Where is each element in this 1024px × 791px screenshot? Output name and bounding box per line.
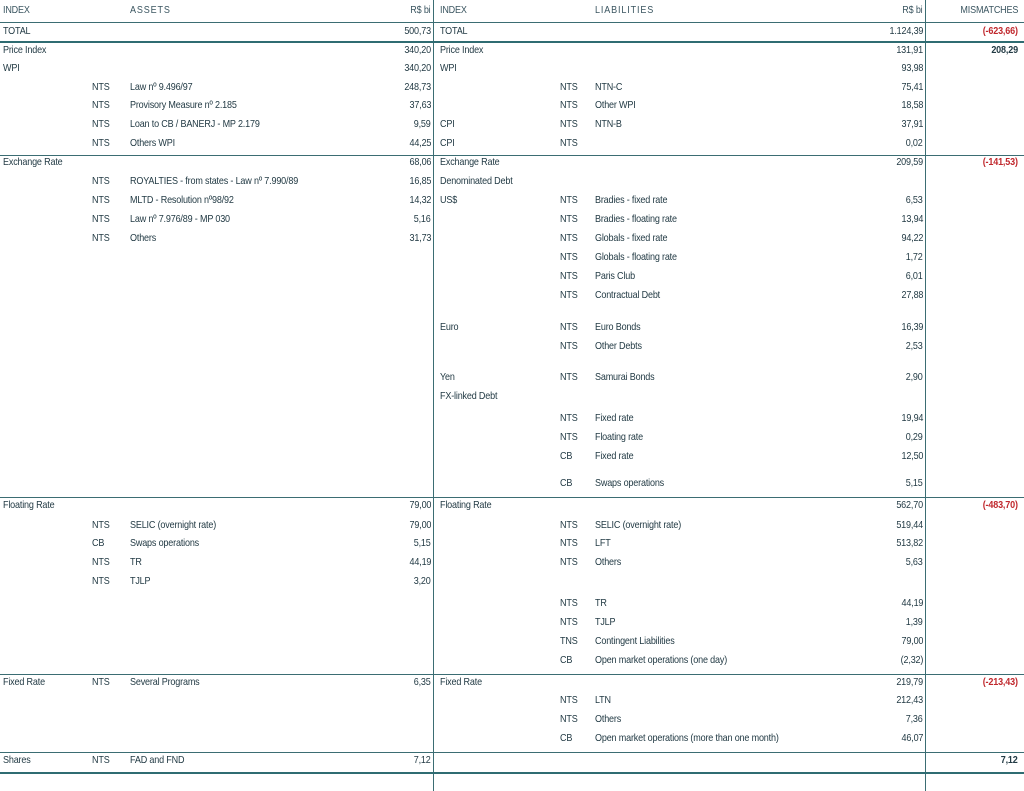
cell-l-src: NTS xyxy=(560,431,578,443)
cell-l-src: NTS xyxy=(560,232,578,244)
cell-l-src: TNS xyxy=(560,635,578,647)
cell-l-val: 19,94 xyxy=(901,412,923,424)
cell-l-idx: TOTAL xyxy=(440,25,468,37)
cell-a-name: Others WPI xyxy=(130,137,175,149)
cell-l-val: 6,53 xyxy=(906,194,923,206)
cell-l-val: 212,43 xyxy=(896,694,923,706)
cell-a-src: NTS xyxy=(92,754,110,766)
cell-a-idx: Fixed Rate xyxy=(3,676,45,688)
cell-a-name: TJLP xyxy=(130,575,151,587)
cell-a-idx: Floating Rate xyxy=(3,499,55,511)
cell-l-src: CB xyxy=(560,654,573,666)
cell-l-src: NTS xyxy=(560,137,578,149)
cell-mis: 208,29 xyxy=(991,44,1018,56)
cell-a-idx: TOTAL xyxy=(3,25,31,37)
cell-a-name: FAD and FND xyxy=(130,754,185,766)
cell-l-val: 93,98 xyxy=(901,62,923,74)
cell-l-name: Fixed rate xyxy=(595,450,634,462)
header-rule xyxy=(0,22,1024,23)
section-rule-fixed xyxy=(0,674,1024,675)
cell-l-val: (2,32) xyxy=(900,654,923,666)
cell-a-val: 44,19 xyxy=(409,556,431,568)
cell-l-src: NTS xyxy=(560,289,578,301)
cell-l-name: TJLP xyxy=(595,616,616,628)
cell-a-val: 6,35 xyxy=(414,676,431,688)
cell-l-name: Contingent Liabilities xyxy=(595,635,675,647)
cell-l-idx: Euro xyxy=(440,321,459,333)
cell-l-src: CB xyxy=(560,732,573,744)
cell-l-name: Others xyxy=(595,556,622,568)
cell-l-name: Bradies - fixed rate xyxy=(595,194,668,206)
header-index-liabilities: INDEX xyxy=(440,4,467,16)
cell-a-name: MLTD - Resolution nº98/92 xyxy=(130,194,234,206)
cell-a-val: 68,06 xyxy=(409,156,431,168)
cell-a-val: 44,25 xyxy=(409,137,431,149)
cell-l-name: Samurai Bonds xyxy=(595,371,655,383)
cell-a-idx: WPI xyxy=(3,62,20,74)
cell-l-val: 75,41 xyxy=(901,81,923,93)
cell-l-val: 219,79 xyxy=(896,676,923,688)
cell-l-src: NTS xyxy=(560,194,578,206)
cell-a-val: 340,20 xyxy=(404,44,431,56)
cell-l-name: NTN-C xyxy=(595,81,623,93)
bottom-rule xyxy=(0,772,1024,774)
cell-a-val: 31,73 xyxy=(409,232,431,244)
cell-l-val: 519,44 xyxy=(896,519,923,531)
cell-a-idx: Exchange Rate xyxy=(3,156,63,168)
total-rule xyxy=(0,41,1024,43)
cell-l-src: CB xyxy=(560,477,573,489)
cell-l-name: Euro Bonds xyxy=(595,321,641,333)
header-mismatches: MISMATCHES xyxy=(960,4,1018,16)
cell-a-name: Swaps operations xyxy=(130,537,200,549)
cell-l-name: TR xyxy=(595,597,607,609)
cell-a-src: NTS xyxy=(92,137,110,149)
cell-l-val: 44,19 xyxy=(901,597,923,609)
cell-l-val: 1.124,39 xyxy=(889,25,923,37)
cell-a-src: NTS xyxy=(92,194,110,206)
cell-l-val: 131,91 xyxy=(896,44,923,56)
cell-l-val: 6,01 xyxy=(906,270,923,282)
cell-l-name: LFT xyxy=(595,537,611,549)
cell-l-src: NTS xyxy=(560,616,578,628)
cell-l-src: NTS xyxy=(560,99,578,111)
cell-a-src: NTS xyxy=(92,519,110,531)
cell-l-val: 5,15 xyxy=(906,477,923,489)
cell-l-val: 0,29 xyxy=(906,431,923,443)
cell-l-src: NTS xyxy=(560,213,578,225)
cell-l-name: Open market operations (more than one month) xyxy=(595,732,779,744)
cell-a-val: 5,15 xyxy=(414,537,431,549)
cell-a-val: 37,63 xyxy=(409,99,431,111)
cell-l-val: 513,82 xyxy=(896,537,923,549)
cell-l-val: 0,02 xyxy=(906,137,923,149)
cell-a-name: SELIC (overnight rate) xyxy=(130,519,217,531)
cell-l-val: 1,39 xyxy=(906,616,923,628)
cell-l-val: 2,53 xyxy=(906,340,923,352)
cell-l-idx: Denominated Debt xyxy=(440,175,513,187)
header-rsbi-assets: R$ bi xyxy=(410,4,431,16)
cell-l-name: Open market operations (one day) xyxy=(595,654,728,666)
cell-a-name: ROYALTIES - from states - Law nº 7.990/89 xyxy=(130,175,299,187)
cell-l-name: NTN-B xyxy=(595,118,622,130)
cell-a-src: NTS xyxy=(92,676,110,688)
cell-l-idx: Fixed Rate xyxy=(440,676,482,688)
cell-a-name: Law nº 7.976/89 - MP 030 xyxy=(130,213,230,225)
cell-l-idx: Floating Rate xyxy=(440,499,492,511)
cell-mis: (-141,53) xyxy=(982,156,1018,168)
cell-a-val: 14,32 xyxy=(409,194,431,206)
cell-a-val: 9,59 xyxy=(414,118,431,130)
cell-l-src: NTS xyxy=(560,81,578,93)
cell-l-val: 7,36 xyxy=(906,713,923,725)
cell-l-src: NTS xyxy=(560,537,578,549)
section-rule-exchange xyxy=(0,155,1024,156)
cell-l-val: 2,90 xyxy=(906,371,923,383)
cell-a-name: Provisory Measure nº 2.185 xyxy=(130,99,237,111)
cell-a-idx: Price Index xyxy=(3,44,47,56)
cell-l-val: 13,94 xyxy=(901,213,923,225)
cell-l-src: NTS xyxy=(560,412,578,424)
cell-l-idx: CPI xyxy=(440,118,455,130)
cell-a-val: 79,00 xyxy=(409,499,431,511)
cell-l-idx: FX-linked Debt xyxy=(440,390,498,402)
cell-a-src: NTS xyxy=(92,81,110,93)
cell-l-src: NTS xyxy=(560,694,578,706)
divider-assets-liabilities xyxy=(433,0,434,791)
cell-l-val: 37,91 xyxy=(901,118,923,130)
cell-l-src: NTS xyxy=(560,519,578,531)
cell-a-src: NTS xyxy=(92,118,110,130)
cell-a-val: 3,20 xyxy=(414,575,431,587)
cell-l-src: CB xyxy=(560,450,573,462)
cell-l-val: 94,22 xyxy=(901,232,923,244)
cell-mis: 7,12 xyxy=(1001,754,1018,766)
cell-l-val: 27,88 xyxy=(901,289,923,301)
cell-l-name: SELIC (overnight rate) xyxy=(595,519,682,531)
cell-a-val: 500,73 xyxy=(404,25,431,37)
cell-l-val: 562,70 xyxy=(896,499,923,511)
cell-l-idx: CPI xyxy=(440,137,455,149)
cell-l-idx: Yen xyxy=(440,371,455,383)
cell-l-name: Other WPI xyxy=(595,99,636,111)
cell-a-src: NTS xyxy=(92,232,110,244)
cell-a-val: 16,85 xyxy=(409,175,431,187)
cell-a-name: Several Programs xyxy=(130,676,200,688)
cell-l-src: NTS xyxy=(560,321,578,333)
cell-a-val: 248,73 xyxy=(404,81,431,93)
cell-l-idx: Exchange Rate xyxy=(440,156,500,168)
cell-l-val: 18,58 xyxy=(901,99,923,111)
cell-l-idx: US$ xyxy=(440,194,458,206)
cell-l-name: Globals - floating rate xyxy=(595,251,677,263)
cell-l-src: NTS xyxy=(560,713,578,725)
cell-a-val: 340,20 xyxy=(404,62,431,74)
cell-l-name: Floating rate xyxy=(595,431,643,443)
cell-a-name: TR xyxy=(130,556,142,568)
cell-l-idx: WPI xyxy=(440,62,457,74)
header-rsbi-liabilities: R$ bi xyxy=(902,4,923,16)
cell-l-val: 1,72 xyxy=(906,251,923,263)
cell-l-src: NTS xyxy=(560,597,578,609)
cell-l-name: Globals - fixed rate xyxy=(595,232,668,244)
cell-l-val: 209,59 xyxy=(896,156,923,168)
cell-a-src: NTS xyxy=(92,213,110,225)
cell-l-val: 5,63 xyxy=(906,556,923,568)
header-liabilities: LIABILITIES xyxy=(595,4,655,16)
cell-l-name: Other Debts xyxy=(595,340,642,352)
cell-l-name: Paris Club xyxy=(595,270,635,282)
cell-a-name: Law nº 9.496/97 xyxy=(130,81,193,93)
cell-a-name: Others xyxy=(130,232,157,244)
cell-l-src: NTS xyxy=(560,270,578,282)
cell-mis: (-623,66) xyxy=(982,25,1018,37)
cell-a-name: Loan to CB / BANERJ - MP 2.179 xyxy=(130,118,260,130)
section-rule-shares xyxy=(0,752,1024,753)
cell-mis: (-213,43) xyxy=(982,676,1018,688)
cell-l-val: 12,50 xyxy=(901,450,923,462)
section-rule-floating xyxy=(0,497,1024,498)
header-index-assets: INDEX xyxy=(3,4,30,16)
cell-a-val: 79,00 xyxy=(409,519,431,531)
cell-a-src: NTS xyxy=(92,556,110,568)
cell-l-val: 16,39 xyxy=(901,321,923,333)
cell-l-val: 79,00 xyxy=(901,635,923,647)
cell-l-src: NTS xyxy=(560,371,578,383)
cell-l-src: NTS xyxy=(560,118,578,130)
cell-l-val: 46,07 xyxy=(901,732,923,744)
cell-l-idx: Price Index xyxy=(440,44,484,56)
cell-l-src: NTS xyxy=(560,251,578,263)
cell-l-name: Bradies - floating rate xyxy=(595,213,677,225)
cell-l-name: Others xyxy=(595,713,622,725)
cell-a-val: 5,16 xyxy=(414,213,431,225)
cell-l-name: Fixed rate xyxy=(595,412,634,424)
cell-l-name: Contractual Debt xyxy=(595,289,661,301)
cell-a-src: NTS xyxy=(92,175,110,187)
header-assets: ASSETS xyxy=(130,4,171,16)
cell-l-src: NTS xyxy=(560,340,578,352)
cell-l-src: NTS xyxy=(560,556,578,568)
cell-a-val: 7,12 xyxy=(414,754,431,766)
cell-l-name: Swaps operations xyxy=(595,477,665,489)
cell-mis: (-483,70) xyxy=(982,499,1018,511)
cell-a-src: NTS xyxy=(92,99,110,111)
cell-a-src: CB xyxy=(92,537,105,549)
cell-a-idx: Shares xyxy=(3,754,31,766)
cell-a-src: NTS xyxy=(92,575,110,587)
divider-liabilities-mismatches xyxy=(925,0,926,791)
cell-l-name: LTN xyxy=(595,694,611,706)
